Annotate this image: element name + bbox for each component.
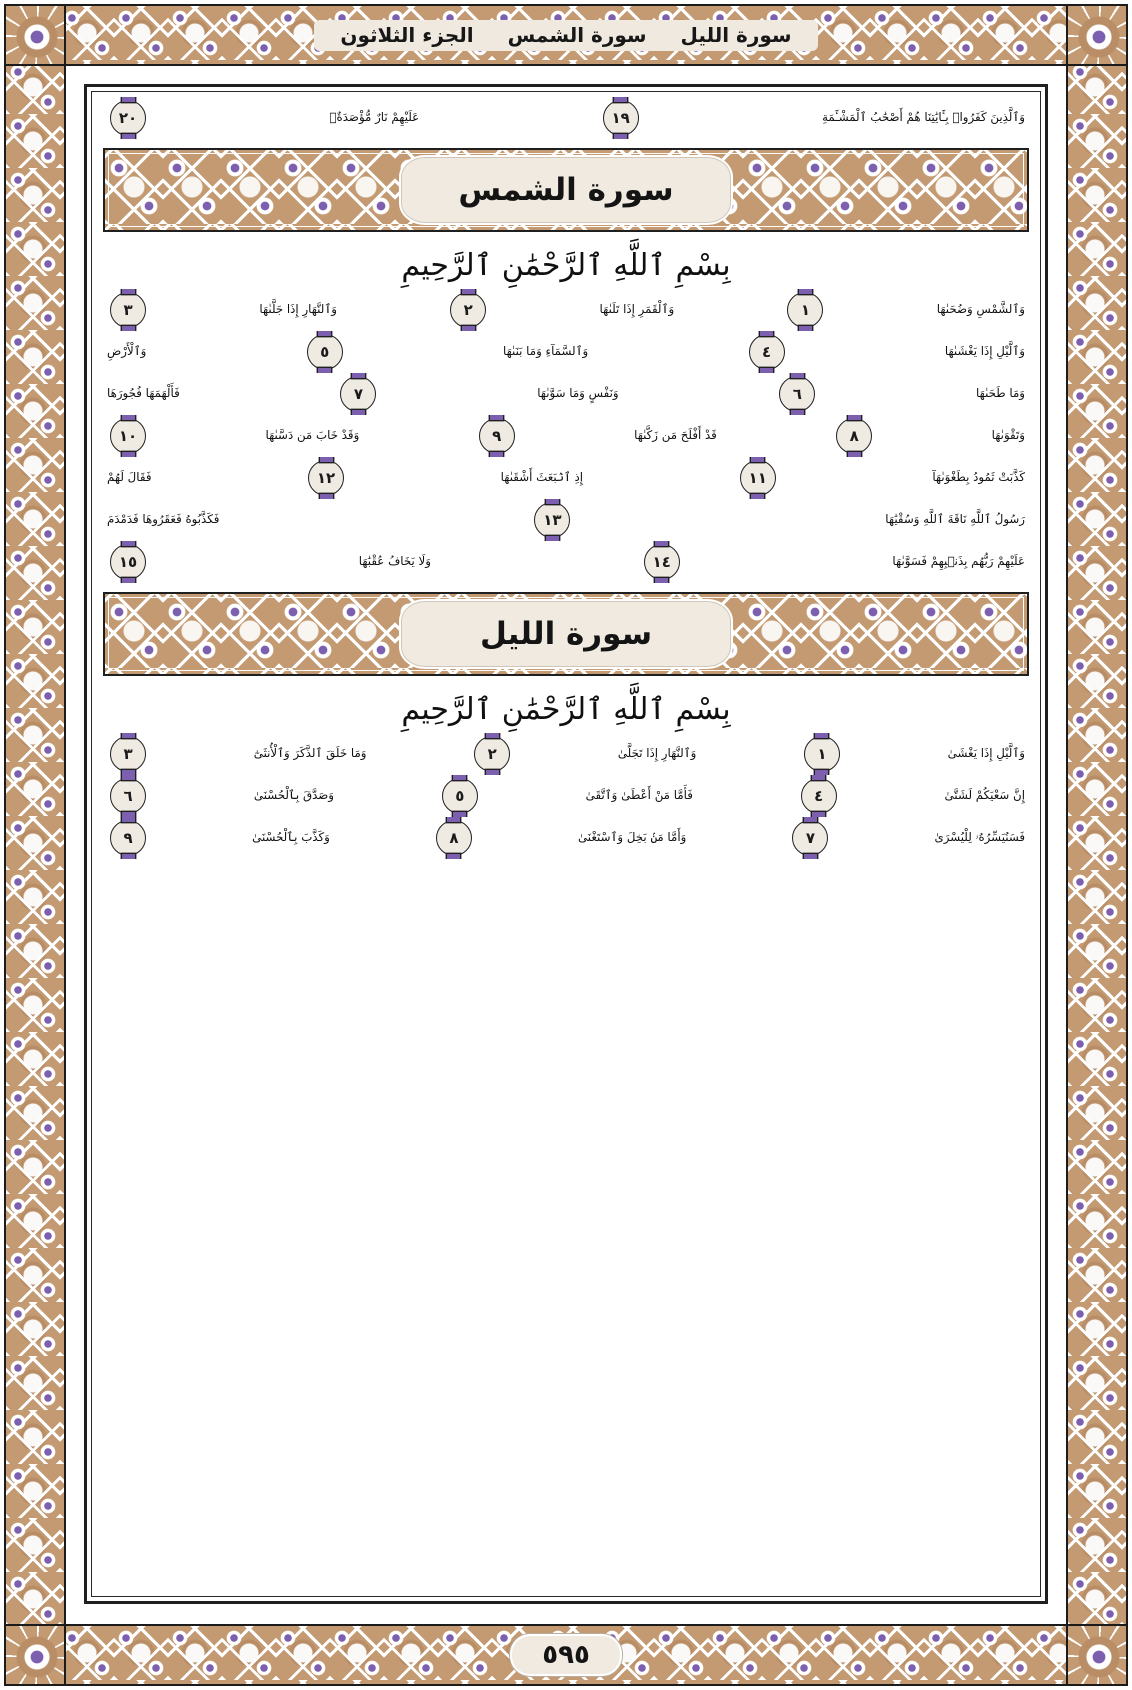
ayah-number-marker: ٩ [110, 820, 146, 856]
ayah-text: وَٱلْأَرْضِ [107, 344, 147, 359]
ayah-text: فَسَنُيَسِّرُهُۥ لِلْيُسْرَىٰ [934, 830, 1025, 845]
ayah-text: وَمَا طَحَىٰهَا [976, 386, 1025, 401]
ayah-number-marker: ٧ [340, 376, 376, 412]
ayah-text: كَذَّبَتْ ثَمُودُ بِطَغْوَىٰهَآ [932, 470, 1025, 485]
corner-ornament-top-right [1066, 4, 1128, 66]
corner-ornament-top-left [4, 4, 66, 66]
ayah-text: إِنَّ سَعْيَكُمْ لَشَتَّىٰ [944, 788, 1025, 803]
ayah-line [101, 733, 1031, 775]
ornamental-border-left [4, 4, 66, 1686]
ayah-number-marker: ٩ [479, 418, 515, 454]
ayah-number-marker: ٤ [801, 778, 837, 814]
quran-content [101, 97, 1031, 859]
page-number: ٥٩٥ [510, 1634, 622, 1677]
ayah-text: قَدْ أَفْلَحَ مَن زَكَّىٰهَا [634, 428, 717, 443]
ayah-number-marker: ٨ [436, 820, 472, 856]
running-head-surah-left: سورة الليل [680, 22, 792, 47]
ayah-number-marker: ٥ [442, 778, 478, 814]
surah-title-text: سورة الليل [479, 615, 653, 652]
ayah-line [101, 817, 1031, 859]
ayah-number-marker: ٦ [110, 778, 146, 814]
corner-ornament-bottom-right [1066, 1624, 1128, 1686]
content-spacer [101, 859, 1031, 1593]
ayah-text: فَكَذَّبُوهُ فَعَقَرُوهَا فَدَمْدَمَ [107, 512, 220, 527]
running-head-surah-right: سورة الشمس [507, 22, 647, 47]
ayah-number-marker: ٣ [110, 292, 146, 328]
ayah-text: وَلَا يَخَافُ عُقْبَٰهَا [358, 554, 431, 569]
surah-title-plate [399, 599, 733, 669]
ayah-text: فَقَالَ لَهُمْ [107, 470, 152, 485]
ayah-number-marker: ٤ [749, 334, 785, 370]
ayah-text: وَكَذَّبَ بِٱلْحُسْنَىٰ [252, 830, 330, 845]
ayah-text: وَقَدْ خَابَ مَن دَسَّىٰهَا [265, 428, 360, 443]
ayah-line [101, 289, 1031, 331]
surah-title-text: سورة الشمس [458, 171, 674, 208]
ayah-text: إِذِ ٱنۢبَعَثَ أَشْقَىٰهَا [500, 470, 584, 485]
ayah-number-marker: ١ [804, 736, 840, 772]
ayah-text: وَٱلَّذِينَ كَفَرُوا۟ بِـَٔايَٰتِنَا هُمْ أَصْحَٰبُ ٱلْمَشْـَٔمَةِ [822, 110, 1025, 125]
ayah-number-marker: ٣ [110, 736, 146, 772]
ayah-text: وَٱلنَّهَارِ إِذَا تَجَلَّىٰ [617, 746, 697, 761]
quran-text-frame [84, 84, 1048, 1604]
ayah-line [101, 97, 1031, 139]
ayah-number-marker: ٦ [779, 376, 815, 412]
ayah-text: وَٱلسَّمَآءِ وَمَا بَنَىٰهَا [503, 344, 589, 359]
ayah-text: وَٱلشَّمْسِ وَضُحَىٰهَا [936, 302, 1025, 317]
ayah-text: وَمَا خَلَقَ ٱلذَّكَرَ وَٱلْأُنثَىٰٓ [253, 746, 367, 761]
ayah-text: وَٱلَّيْلِ إِذَا يَغْشَىٰهَا [944, 344, 1025, 359]
ayah-number-marker: ١١ [740, 460, 776, 496]
ayah-line [101, 415, 1031, 457]
ayah-number-marker: ١٥ [110, 544, 146, 580]
ornamental-border-right [1066, 4, 1128, 1686]
ayah-line [101, 373, 1031, 415]
ayah-number-marker: ٨ [836, 418, 872, 454]
ayah-text: عَلَيْهِمْ نَارٌ مُّؤْصَدَةٌۢ [329, 110, 420, 125]
ayah-number-marker: ١٩ [603, 100, 639, 136]
corner-ornament-bottom-left [4, 1624, 66, 1686]
ornamental-border-bottom [4, 1624, 1128, 1686]
ayah-text: وَتَقْوَىٰهَا [991, 428, 1025, 443]
running-head-juz: الجزء الثلاثون [340, 22, 474, 47]
basmala: بِسْمِ ٱللَّهِ ٱلرَّحْمَٰنِ ٱلرَّحِيمِ [401, 248, 731, 283]
ayah-number-marker: ١٢ [308, 460, 344, 496]
ayah-text: عَلَيْهِمْ رَبُّهُم بِذَنۢبِهِمْ فَسَوَّىٰهَا [892, 554, 1025, 569]
ayah-text: وَٱلنَّهَارِ إِذَا جَلَّىٰهَا [259, 302, 337, 317]
ayah-line [101, 457, 1031, 499]
ayah-number-marker: ١ [787, 292, 823, 328]
ayah-text: وَنَفْسٍ وَمَا سَوَّىٰهَا [537, 386, 619, 401]
ayah-number-marker: ١٣ [534, 502, 570, 538]
ayah-number-marker: ٧ [792, 820, 828, 856]
ayah-text: وَصَدَّقَ بِٱلْحُسْنَىٰ [253, 788, 335, 803]
ayah-line [101, 541, 1031, 583]
ayah-number-marker: ١٤ [644, 544, 680, 580]
ayah-text: رَسُولُ ٱللَّهِ نَاقَةَ ٱللَّهِ وَسُقْيَٰهَا [885, 512, 1025, 527]
ayah-text: وَأَمَّا مَنۢ بَخِلَ وَٱسْتَغْنَىٰ [577, 830, 687, 845]
ayah-line [101, 499, 1031, 541]
surah-title-banner [103, 148, 1029, 232]
ayah-number-marker: ١٠ [110, 418, 146, 454]
ayah-text: وَٱلْقَمَرِ إِذَا تَلَىٰهَا [599, 302, 675, 317]
ayah-number-marker: ٢٠ [110, 100, 146, 136]
surah-title-plate [399, 155, 733, 225]
surah-title-banner [103, 592, 1029, 676]
ornamental-border-top [4, 4, 1128, 66]
basmala: بِسْمِ ٱللَّهِ ٱلرَّحْمَٰنِ ٱلرَّحِيمِ [401, 692, 731, 727]
ayah-line [101, 331, 1031, 373]
ayah-number-marker: ٢ [474, 736, 510, 772]
ayah-number-marker: ٥ [307, 334, 343, 370]
ayah-text: وَٱلَّيْلِ إِذَا يَغْشَىٰ [947, 746, 1025, 761]
ayah-number-marker: ٢ [450, 292, 486, 328]
ayah-text: فَأَلْهَمَهَا فُجُورَهَا [107, 386, 180, 401]
ayah-line [101, 775, 1031, 817]
ayah-text: فَأَمَّا مَنْ أَعْطَىٰ وَٱتَّقَىٰ [585, 788, 693, 803]
